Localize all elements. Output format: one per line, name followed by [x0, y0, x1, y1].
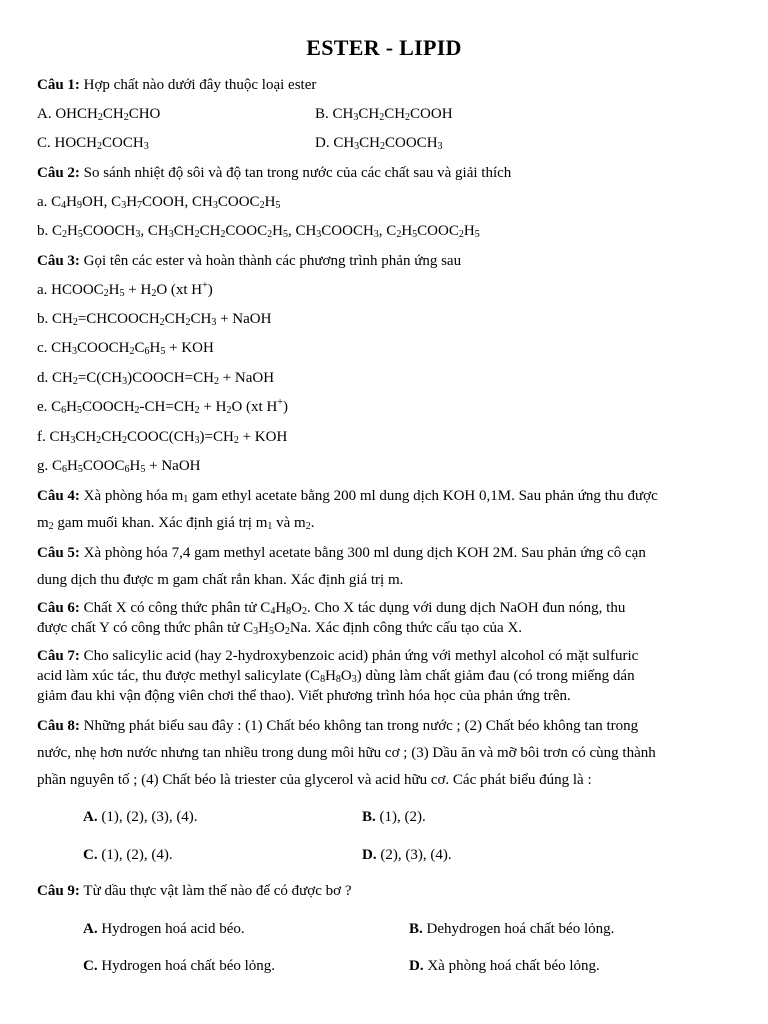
question-text: Những phát biểu sau đây : (1) Chất béo không tan trong nước ; (2) Chất béo không tan trong [83, 718, 639, 734]
option-text: Hydrogen hoá chất béo lỏng. [101, 958, 276, 974]
question-label: Câu 1: [37, 77, 80, 93]
reaction-b: b. $CH_2=CHCOOCH_2CH_2CH_3$ + NaOH [37, 311, 272, 328]
answer-option-a [83, 919, 245, 939]
item-b: b. $C_2H_5COOCH_3$, $CH_3CH_2CH_2COOC_2H_5$, $CH_3COOCH_3$, $C_2H_5COOC_2H_5$ [37, 223, 480, 240]
reaction-a: a. $HCOOC_2H_5 + H_2O$ (xt H+) [37, 280, 213, 299]
reaction-d: d. $CH_2=C(CH_3)COOCH=CH_2$ + NaOH [37, 370, 275, 387]
answer-option-d [409, 956, 600, 976]
option-key: B. [409, 921, 423, 937]
question-8-line-2: nước, nhẹ hơn nước nhưng tan nhiều trong dung môi hữu cơ ; (3) Dầu ăn và mỡ bôi trơn có cùng thành [37, 745, 656, 761]
question-3 [37, 251, 461, 271]
option-key: A. [83, 921, 98, 937]
option-b: B. $CH_3CH_2CH_2COOH$ [315, 106, 453, 123]
reaction-f: f. $CH_3CH_2CH_2COOC(CH_3)=CH_2$ + KOH [37, 429, 288, 446]
reaction-e: e. $C_6H_5COOCH_2-CH=CH_2 + H_2O$ (xt H+) [37, 397, 288, 416]
reaction-g: g. $C_6H_5COOC_6H_5$ + NaOH [37, 458, 201, 475]
option-c: C. $HOCH_2COCH_3$ [37, 135, 149, 152]
question-text: Xà phòng hóa 7,4 gam methyl acetate bằng 300 ml dung dịch KOH 2M. Sau phản ứng cô cạn [83, 545, 646, 561]
question-1 [37, 75, 316, 95]
option-text: (1), (2), (4). [101, 847, 173, 863]
question-label: Câu 3: [37, 253, 80, 269]
question-4 [37, 486, 658, 506]
question-2 [37, 163, 511, 183]
question-text: So sánh nhiệt độ sôi và độ tan trong nước của các chất sau và giải thích [83, 165, 512, 181]
question-text: Từ dầu thực vật làm thế nào để có được bơ ? [83, 883, 352, 899]
question-text: Xà phòng hóa $m_1$ gam ethyl acetate bằng 200 ml dung dịch KOH 0,1M. Sau phản ứng thu được [83, 488, 658, 505]
answer-option-b [362, 807, 426, 827]
reaction-c: c. $CH_3COOCH_2C_6H_5$ + KOH [37, 340, 214, 357]
question-7 [37, 646, 638, 666]
option-key: D. [409, 958, 424, 974]
option-key: C. [83, 847, 98, 863]
option-key: B. [362, 809, 376, 825]
question-7-line-3: giảm đau khi vận động viên chơi thể thao). Viết phương trình hóa học của phản ứng trên. [37, 688, 571, 704]
option-text: (2), (3), (4). [380, 847, 452, 863]
answer-option-a [83, 807, 198, 827]
question-text: Gọi tên các ester và hoàn thành các phương trình phản ứng sau [83, 253, 462, 269]
option-key: D. [362, 847, 377, 863]
option-key: A. [83, 809, 98, 825]
question-4-line-2: $m_2$ gam muối khan. Xác định giá trị $m_1$ và $m_2$. [37, 515, 315, 532]
item-a: a. $C_4H_9OH$, $C_3H_7COOH$, $CH_3COOC_2H_5$ [37, 194, 281, 211]
question-6 [37, 598, 625, 618]
option-a: A. $OHCH_2CH_2CHO$ [37, 106, 161, 123]
option-text: (1), (2), (3), (4). [101, 809, 198, 825]
question-text: Chất X có công thức phân tử $C_4H_8O_2$. Cho X tác dụng với dung dịch NaOH đun nóng, thu [83, 600, 626, 617]
option-text: Dehydrogen hoá chất béo lỏng. [426, 921, 615, 937]
option-text: Xà phòng hoá chất béo lỏng. [427, 958, 600, 974]
question-8 [37, 716, 638, 736]
question-text: Cho salicylic acid (hay 2-hydroxybenzoic acid) phản ứng với methyl alcohol có mặt sulfuric [83, 648, 639, 664]
question-text: Hợp chất nào dưới đây thuộc loại ester [83, 77, 317, 93]
option-key: C. [83, 958, 98, 974]
question-label: Câu 7: [37, 648, 80, 664]
question-5 [37, 543, 646, 563]
page-title: ESTER - LIPID [306, 35, 462, 60]
answer-option-d [362, 845, 452, 865]
question-9 [37, 881, 352, 901]
option-text: Hydrogen hoá acid béo. [101, 921, 245, 937]
question-7-line-2: acid làm xúc tác, thu được methyl salicylate $(C_8H_8O_3)$ dùng làm chất giảm đau (có trong miếng dán [37, 668, 635, 685]
option-d: D. $CH_3CH_2COOCH_3$ [315, 135, 443, 152]
question-label: Câu 6: [37, 600, 80, 616]
question-label: Câu 5: [37, 545, 80, 561]
question-label: Câu 2: [37, 165, 80, 181]
answer-option-c [83, 956, 275, 976]
answer-option-c [83, 845, 173, 865]
question-8-line-3: phần nguyên tố ; (4) Chất béo là triester của glycerol và acid hữu cơ. Các phát biểu đúng là : [37, 772, 592, 788]
question-label: Câu 9: [37, 883, 80, 899]
option-text: (1), (2). [379, 809, 426, 825]
question-label: Câu 4: [37, 488, 80, 504]
question-label: Câu 8: [37, 718, 80, 734]
question-5-line-2: dung dịch thu được m gam chất rắn khan. Xác định giá trị m. [37, 572, 404, 588]
question-6-line-2: được chất Y có công thức phân tử $C_3H_5O_2Na$. Xác định công thức cấu tạo của X. [37, 620, 523, 637]
answer-option-b [409, 919, 614, 939]
